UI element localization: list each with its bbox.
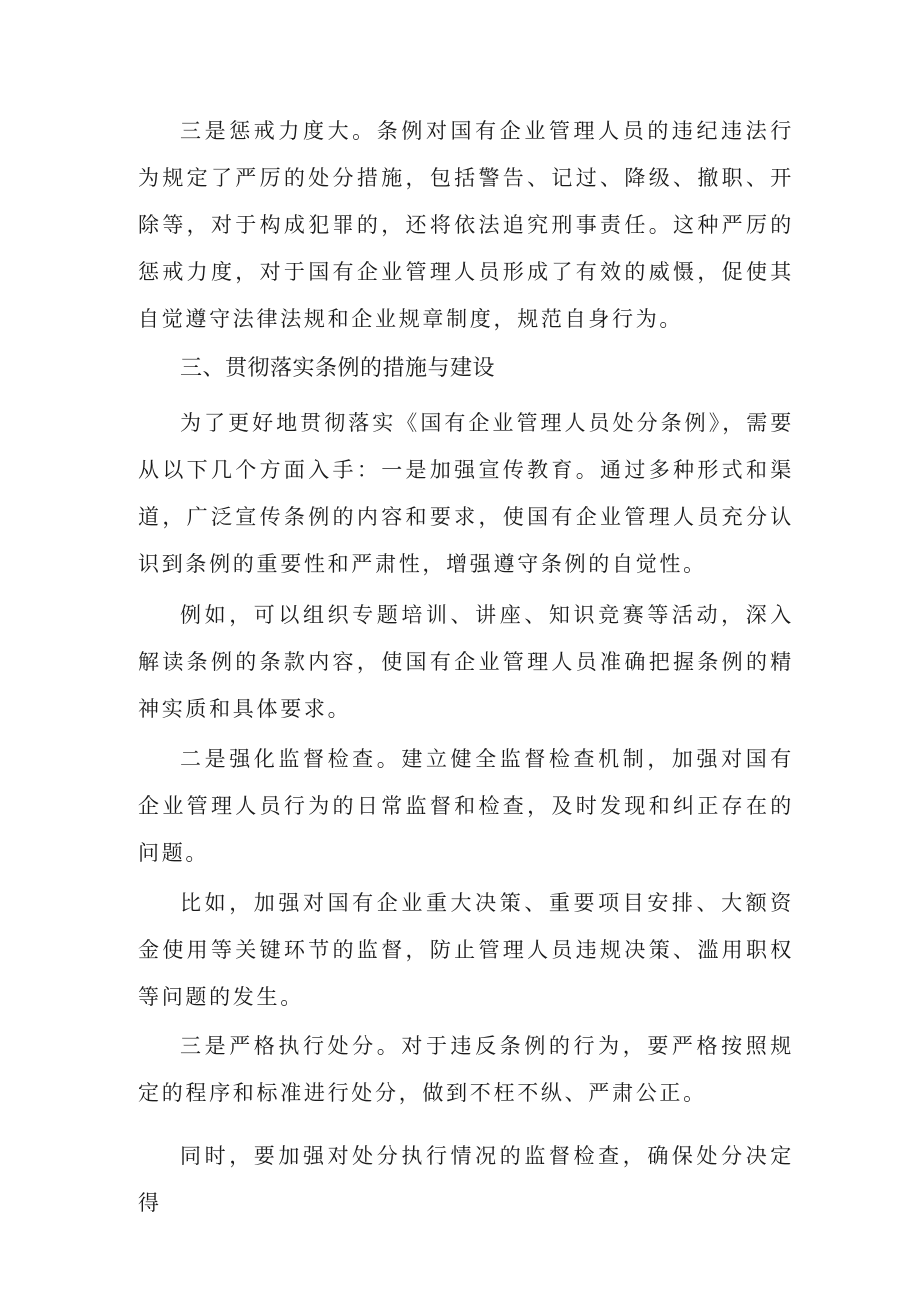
paragraph-publicity-education: 为了更好地贯彻落实《国有企业管理人员处分条例》，需要从以下几个方面入手：一是加强宣传教育。通过多种形式和渠道，广泛宣传条例的内容和要求，使国有企业管理人员充分认识到条例的重要性和严肃性，增强遵守条例的自觉性。 [138, 411, 794, 576]
paragraph-strict-punishment: 三是严格执行处分。对于违反条例的行为，要严格按照规定的程序和标准进行处分，做到不枉不纵、严肃公正。 [138, 1034, 794, 1105]
paragraph-supervision-inspection: 二是强化监督检查。建立健全监督检查机制，加强对国有企业管理人员行为的日常监督和检查，及时发现和纠正存在的问题。 [138, 747, 794, 865]
paragraph-example-training: 例如，可以组织专题培训、讲座、知识竞赛等活动，深入解读条例的条款内容，使国有企业管理人员准确把握条例的精神实质和具体要求。 [138, 603, 794, 721]
paragraph-example-key-links: 比如，加强对国有企业重大决策、重要项目安排、大额资金使用等关键环节的监督，防止管理人员违规决策、滥用职权等问题的发生。 [138, 891, 794, 1009]
paragraph-punishment-intensity: 三是惩戒力度大。条例对国有企业管理人员的违纪违法行为规定了严厉的处分措施，包括警告、记过、降级、撤职、开除等，对于构成犯罪的，还将依法追究刑事责任。这种严厉的惩戒力度，对于国有企业管理人员形成了有效的威慑，促使其自觉遵守法律法规和企业规章制度，规范自身行为。 [138, 119, 794, 331]
section-heading: 三、贯彻落实条例的措施与建设 [180, 356, 496, 381]
paragraph-execution-supervision: 同时，要加强对处分执行情况的监督检查，确保处分决定得 [138, 1144, 794, 1215]
